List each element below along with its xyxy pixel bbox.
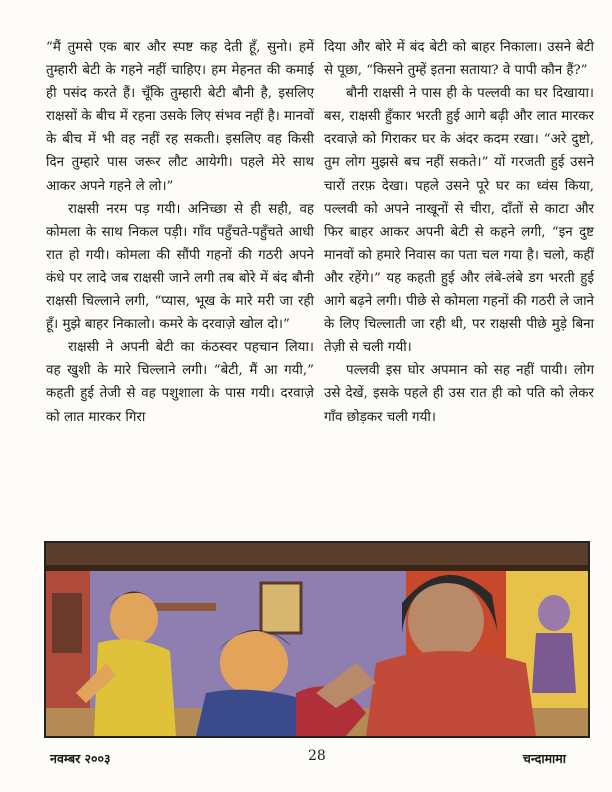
paragraph: राक्षसी नरम पड़ गयी। अनिच्छा से ही सही, वह कोमला के साथ निकल पड़ी। गाँव पहुँचते-पहुँचते आधी रात हो गयी। कोमला की सौंपी गहनों की गठरी अपने कंधे पर लादे जब राक्षसी जाने लगी तब बोरे में बंद बौनी राक्षसी चिल्लाने लगी, “प्यास, भूख के मारे मरी जा रही हूँ। मुझे बाहर निकालो। कमरे के दरवाज़े खोल दो।” <box>46 201 314 333</box>
paragraph: पल्लवी इस घोर अपमान को सह नहीं पायी। लोग उसे देखें, इसके पहले ही उस रात ही को पति को लेकर गाँव छोड़कर चली गयी। <box>324 363 594 425</box>
paragraph: बौनी राक्षसी ने पास ही के पल्लवी का घर दिखाया। बस, राक्षसी हुँकार भरती हुई आगे बढ़ी और लात मारकर दरवाज़े को गिराकर घर के अंदर कदम रखा। “अरे दुष्टो, तुम लोग मुझसे बच नहीं सकते।” यों गरजती हुई उसने चारों तरफ़ देखा। पहले उसने पूरे घर का ध्वंस किया, पल्लवी को अपने नाखूनों से चीरा, दाँतों से काटा और फिर बाहर आकर अपनी बेटी से कहने लगी, “इन दुष्ट मानवों को हमारे निवास का पता चल गया है। चलो, कहीं और रहेंगे।” यह कहती हुई और लंबे-लंबे डग भरती हुई आगे बढ़ने लगी। पीछे से कोमला गहनों की गठरी ले जाने के लिए चिल्लाती जा रही थी, पर राक्षसी पीछे मुड़े बिना तेज़ी से चली गयी। <box>324 86 594 356</box>
left-text-column <box>46 36 314 429</box>
paragraph: दिया और बोरे में बंद बेटी को बाहर निकाला। उसने बेटी से पूछा, “किसने तुम्हें इतना सताया? वे पापी कौन हैं?” <box>324 40 594 79</box>
page-number: 28 <box>308 748 326 764</box>
magazine-name: चन्दामामा <box>522 751 566 766</box>
right-text-column <box>324 36 594 429</box>
paragraph: “मैं तुमसे एक बार और स्पष्ट कह देती हूँ, सुनो। हमें तुम्हारी बेटी के गहने नहीं चाहिए। हम मेहनत की कमाई ही पसंद करते हैं। चूँकि तुम्हारी बेटी बौनी है, इसलिए राक्षसों के बीच में रहना उसके लिए संभव नहीं है। मानवों के बीच में भी वह नहीं रह सकती। इसलिए वह किसी दिन तुम्हारे पास जरूर लौट आयेगी। पहले मेरे साथ आकर अपने गहने ले लो।” <box>46 40 314 194</box>
illustration-drawing <box>46 543 588 736</box>
paragraph: राक्षसी ने अपनी बेटी का कंठस्वर पहचान लिया। वह खुशी के मारे चिल्लाने लगी। “बेटी, मैं आ गयी,” कहती हुई तेजी से वह पशुशाला के पास गयी। दरवाज़े को लात मारकर गिरा <box>46 340 314 425</box>
issue-date: नवम्बर २००३ <box>50 751 111 766</box>
story-illustration <box>44 541 590 738</box>
page-footer <box>0 748 612 772</box>
